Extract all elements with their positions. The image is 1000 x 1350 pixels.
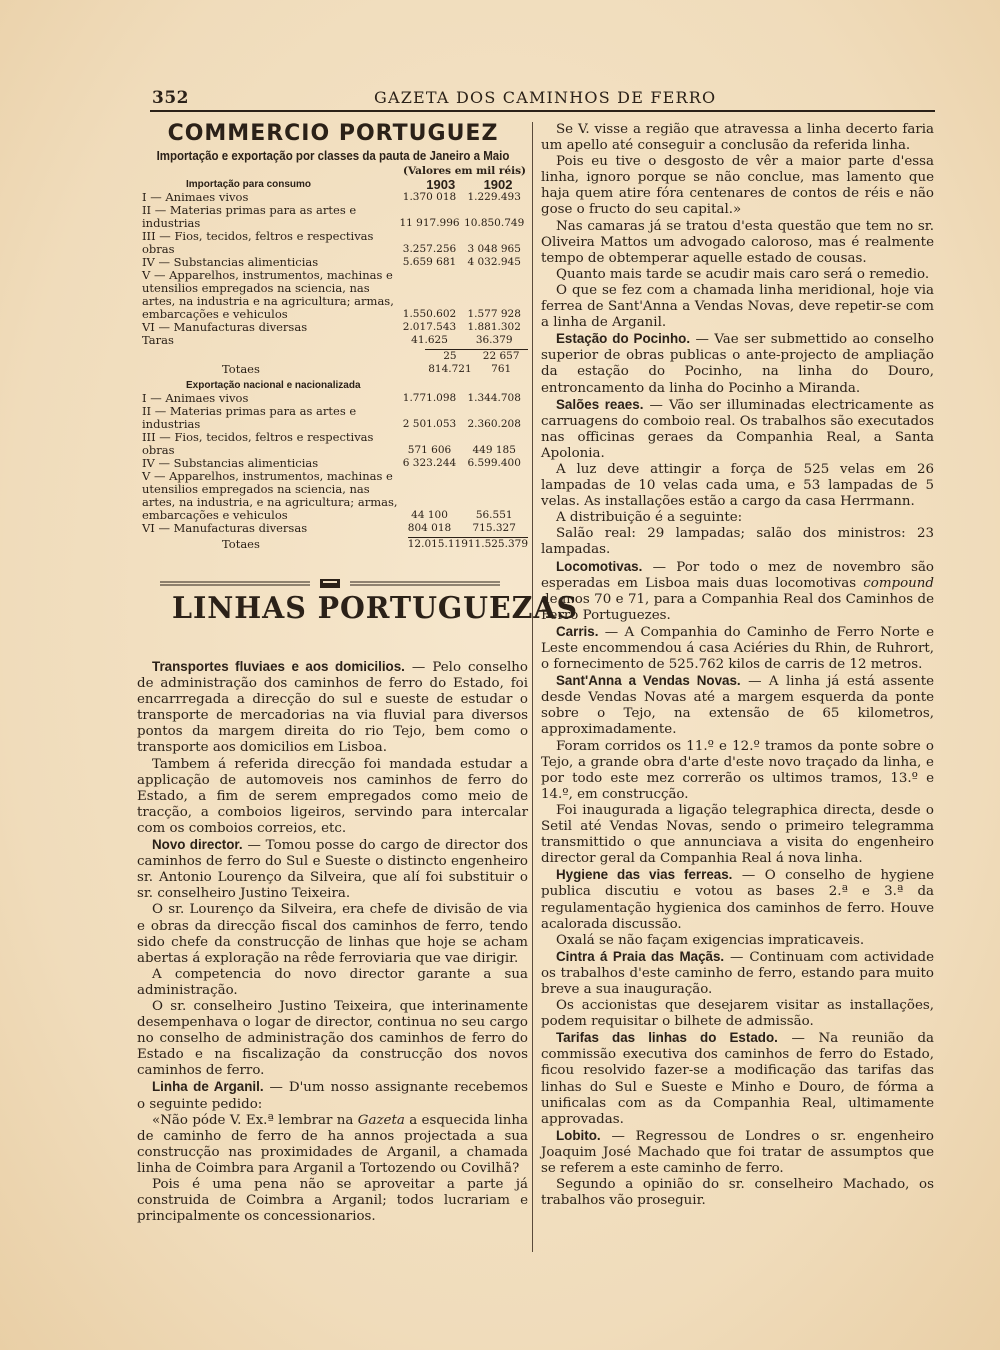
paragraph	[541, 267, 934, 283]
export-rows	[138, 392, 528, 535]
paragraph-text: — Regressou de Londres o sr. engenheiro Joaquim José Machado que foi tratar de assumptos que se referem a este caminho de ferro.	[541, 1128, 934, 1176]
row-value-1902: 3 048 965	[467, 243, 521, 255]
row-value-1903: 3.257.256	[402, 243, 457, 255]
linhas-title: LINHAS PORTUGUEZAS	[172, 591, 578, 626]
paragraph-text: a esquecida linha de caminho de ferro de ha annos projectada a sua construcção nas proximidades de Arganil, a chamada linha de Coimbra para Arganil a Tortozendo ou Covilhã?	[137, 1112, 528, 1176]
row-label: I — Animaes vivos	[142, 391, 249, 405]
paragraph	[541, 998, 934, 1030]
export-total-row	[138, 537, 528, 551]
import-rows	[138, 191, 528, 347]
row-value-1903: 5.659 681	[402, 256, 457, 268]
paragraph-heading: Sant'Anna a Vendas Novas.	[556, 673, 741, 689]
table-row	[138, 334, 528, 347]
import-total-1902: 22 657 761	[474, 349, 528, 376]
table-row	[138, 204, 528, 230]
left-column-text	[137, 659, 528, 1225]
table-row	[138, 405, 528, 431]
paragraph-text: Quanto mais tarde se acudir mais caro será o remedio.	[556, 266, 930, 282]
paragraph	[541, 331, 934, 396]
row-value-1902: 6.599.400	[467, 457, 521, 469]
paragraph	[541, 526, 934, 558]
paragraph-text: Pois é uma pena não se aproveitar a parte já construida de Coimbra a Arganil; todos lucrariam e principalmente os concessionarios.	[137, 1177, 528, 1225]
paragraph-heading: Carris.	[556, 623, 599, 639]
row-value-1902: 449 185	[472, 444, 516, 456]
header-rule	[150, 110, 935, 112]
paragraph	[137, 1113, 528, 1177]
row-value-1902: 1.577 928	[467, 308, 521, 320]
table-row	[138, 230, 528, 256]
paragraph-text: Foram corridos os 11.º e 12.º tramos da ponte sobre o Tejo, a grande obra d'arte d'este novo traçado da linha, e por todo este mez correrão os ultimos tramos, 13.º e 14.º, em construcção.	[541, 738, 934, 802]
export-total-1903: 12.015.119	[407, 538, 468, 550]
row-value-1902: 2.360.208	[467, 418, 521, 430]
section-separator	[160, 578, 500, 590]
table-row	[138, 321, 528, 334]
row-label: VI — Manufacturas diversas	[142, 521, 308, 535]
paragraph-text: Os accionistas que desejarem visitar as installações, podem requisitar o bilhete de admissão.	[541, 998, 934, 1030]
row-label: V — Apparelhos, instrumentos, machinas e utensilios empregados na sciencia, nas artes, na industria e na agricultura; armas, embarcações e vehiculos	[142, 268, 394, 321]
paragraph-text: Foi inaugurada a ligação telegraphica directa, desde o Setil até Vendas Novas, sendo o primeiro telegramma transmittido o que annunciava a visita do engenheiro director geral da Companhia Real á nova linha.	[541, 802, 934, 867]
export-total-1902: 11.525.379	[467, 538, 528, 550]
commercio-section	[138, 118, 528, 551]
paragraph-text: — D'um nosso assignante recebemos o seguinte pedido:	[137, 1080, 528, 1112]
journal-title: GAZETA DOS CAMINHOS DE FERRO	[374, 88, 717, 107]
row-value-1903: 804 018	[407, 522, 452, 534]
paragraph-text: O sr. Lourenço da Silveira, era chefe de divisão de via e obras da direcção fiscal dos caminhos de ferro, tendo sido chefe da construcção de linhas que hoje se acham abertas á exploração na rêde ferroviaria que vae dirigir.	[137, 902, 528, 966]
row-label: Taras	[142, 333, 174, 347]
table-row	[138, 269, 528, 321]
paragraph-heading: Estação do Pocinho.	[556, 331, 691, 347]
trade-table	[138, 178, 528, 551]
row-value-1902: 36.379	[475, 334, 513, 346]
paragraph	[541, 219, 934, 267]
paragraph-heading: Hygiene das vias ferreas.	[556, 867, 733, 883]
paragraph	[541, 624, 934, 673]
valores-note: (Valores em mil réis)	[403, 165, 526, 177]
import-total-row	[138, 349, 528, 376]
paragraph	[541, 933, 934, 949]
row-label: IV — Substancias alimenticias	[142, 456, 319, 470]
row-value-1903: 1.771.098	[402, 392, 457, 404]
row-value-1903: 571 606	[407, 444, 452, 456]
table-row	[138, 431, 528, 457]
paragraph-text: — Por todo o mez de novembro são esperadas em Lisboa mais duas locomotivas	[541, 559, 934, 591]
paragraph	[137, 659, 528, 757]
paragraph-text: — Vão ser illuminadas electricamente as carruagens do comboio real. Os trabalhos são executados nas officinas geraes da Companhia Real, a Santa Apolonia.	[541, 397, 934, 461]
row-value-1902: 1.344.708	[467, 392, 521, 404]
paragraph-text: de n.os 70 e 71, para a Companhia Real dos Caminhos de Ferro Portuguezes.	[541, 591, 934, 623]
paragraph-heading: Salões reaes.	[556, 396, 644, 412]
paragraph-heading: Tarifas das linhas do Estado.	[556, 1030, 778, 1046]
table-row	[138, 522, 528, 535]
right-column-text	[541, 122, 934, 1209]
paragraph-heading: Transportes fluviaes e aos domicilios.	[152, 659, 405, 674]
paragraph-heading: Locomotivas.	[556, 558, 643, 574]
italic-text: compound	[863, 575, 934, 591]
paragraph	[137, 757, 528, 837]
paragraph	[541, 462, 934, 510]
page-number: 352	[152, 88, 189, 108]
table-row	[138, 470, 528, 522]
row-value-1903: 11 917.996	[399, 217, 460, 229]
paragraph-heading: Cintra á Praia das Maçãs.	[556, 948, 725, 964]
paragraph-text: A luz deve attingir a força de 525 velas em 26 lampadas de 10 velas cada uma, e 53 lampadas de 5 velas. As installações estão a cargo da casa Herrmann.	[541, 461, 934, 510]
paragraph	[541, 1030, 934, 1128]
paragraph	[541, 673, 934, 738]
row-label: II — Materias primas para as artes e industrias	[142, 203, 357, 230]
paragraph-text: «Não póde V. Ex.ª lembrar na	[152, 1112, 358, 1128]
paragraph-text: A distribuição é a seguinte:	[556, 510, 743, 526]
row-value-1902: 715.327	[472, 522, 516, 534]
paragraph-text: Se V. visse a região que atravessa a linha decerto faria um apello até conseguir a conclusão da referida linha.	[541, 122, 934, 154]
row-value-1903: 41.625	[411, 334, 448, 346]
paragraph-text: — Vae ser submettido ao conselho superior de obras publicas o ante-projecto de ampliação da estação do Pocinho, na linha do Douro, entroncamento da linha do Pocinho a Miranda.	[541, 332, 934, 396]
row-label: III — Fios, tecidos, feltros e respectivas obras	[142, 430, 374, 457]
paragraph	[137, 999, 528, 1079]
row-label: V — Apparelhos, instrumentos, machinas e utensilios empregados na sciencia, nas artes, na industria, e na agricultura; armas, embarcações e vehiculos	[142, 469, 398, 522]
paragraph	[137, 967, 528, 999]
paragraph-heading: Novo director.	[152, 837, 243, 853]
paragraph	[541, 949, 934, 998]
year-1902: 1902	[483, 177, 513, 192]
paragraph	[541, 154, 934, 218]
paragraph-heading: Lobito.	[556, 1127, 601, 1143]
paragraph-text: Nas camaras já se tratou d'esta questão que tem no sr. Oliveira Mattos um advogado caloroso, mas é realmente tempo de obtemperar aquelle estado de cousas.	[541, 218, 934, 266]
paragraph-text: — Tomou posse do cargo de director dos caminhos de ferro do Sul e Sueste o distincto engenheiro sr. Antonio Lourenço da Silveira, que alí foi substituir o sr. conselheiro Justino Teixeira.	[137, 838, 528, 902]
row-value-1902: 56.551	[475, 509, 513, 521]
row-value-1902: 4 032.945	[467, 256, 521, 268]
row-value-1903: 6 323.244	[402, 457, 457, 469]
paragraph-text: Salão real: 29 lampadas; salão dos ministros: 23 lampadas.	[541, 526, 934, 558]
row-label: I — Animaes vivos	[142, 190, 249, 204]
paragraph	[541, 803, 934, 867]
import-total-1903: 25 814.721	[425, 349, 474, 376]
paragraph-heading: Linha de Arganil.	[152, 1079, 264, 1095]
paragraph	[137, 1079, 528, 1112]
column-divider	[532, 122, 533, 1252]
paragraph	[541, 1128, 934, 1177]
commercio-title: COMMERCIO PORTUGUEZ	[167, 121, 499, 146]
row-label: III — Fios, tecidos, feltros e respectivas obras	[142, 229, 374, 256]
paragraph	[541, 1177, 934, 1209]
export-heading: Exportação nacional e nacionalizada	[186, 380, 361, 391]
paragraph-text: Tambem á referida direcção foi mandada estudar a applicação de automoveis nos caminhos de ferro do Estado, a fim de serem empregados como meio de tracção, a comboios ligeiros, servindo para intercalar com os comboios correios, etc.	[137, 756, 528, 836]
import-heading: Importação para consumo	[186, 179, 312, 190]
paragraph-text: O sr. conselheiro Justino Teixeira, que interinamente desempenhava o logar de director, continua no seu cargo no conselho de administração dos caminhos de ferro do Estado e na fiscalização da construcção dos novos caminhos de ferro.	[137, 998, 528, 1079]
row-value-1903: 44 100	[411, 509, 448, 521]
paragraph-text: — A Companhia do Caminho de Ferro Norte e Leste encommendou á casa Aciéries du Rhin, de Ruhrort, o fornecimento de 525.762 kilos de carris de 12 metros.	[541, 624, 934, 673]
paragraph	[137, 837, 528, 902]
paragraph-text: Oxalá se não façam exigencias impraticaveis.	[556, 932, 865, 948]
paragraph	[137, 902, 528, 966]
paragraph-text: O que se fez com a chamada linha meridional, hoje via ferrea de Sant'Anna a Vendas Novas, deve repetir-se com a linha de Arganil.	[541, 282, 934, 331]
row-value-1903: 1.550.602	[402, 308, 457, 320]
paragraph	[541, 283, 934, 331]
paragraph-text: — O conselho de hygiene publica discutiu e votou as bases 2.ª e 3.ª da regulamentação hygienica dos caminhos de ferro. Houve acalorada discussão.	[541, 868, 935, 932]
row-label: IV — Substancias alimenticias	[142, 255, 319, 269]
commercio-subtitle: Importação e exportação por classes da pauta de Janeiro a Maio	[156, 149, 510, 163]
paragraph	[541, 397, 934, 462]
row-label: VI — Manufacturas diversas	[142, 320, 308, 334]
paragraph-text: Segundo a opinião do sr. conselheiro Machado, os trabalhos vão proseguir.	[541, 1177, 934, 1209]
paragraph-text: — A linha já está assente desde Vendas Novas até a margem esquerda da ponte sobre o Tejo, na extensão de 65 kilometros, approximadamente.	[541, 674, 934, 738]
paragraph	[541, 867, 934, 932]
paragraph-text: — Na reunião da commissão executiva dos caminhos de ferro do Estado, ficou resolvido fazer-se a modificação das tarifas das linhas do Sul e Sueste e Minho e Douro, de fórma a unificalas com as da Companhia Real, ultimamente approvadas.	[541, 1031, 934, 1127]
paragraph-text: Pois eu tive o desgosto de vêr a maior parte d'essa linha, ignoro porque se não conclue, mas lamento que haja quem atire fóra centenares de contos de réis e não gose o fructo do seu capital.»	[541, 154, 934, 218]
italic-text: Gazeta	[357, 1112, 405, 1128]
paragraph	[541, 122, 934, 154]
paragraph	[541, 559, 934, 624]
export-total-label: Totaes	[222, 537, 260, 551]
paragraph	[541, 739, 934, 803]
row-value-1903: 1.370 018	[402, 191, 457, 203]
row-value-1902: 1.881.302	[467, 321, 521, 333]
paragraph	[137, 1177, 528, 1225]
row-value-1903: 2.017.543	[402, 321, 457, 333]
row-value-1902: 10.850.749	[464, 217, 525, 229]
paragraph	[541, 510, 934, 526]
row-value-1903: 2 501.053	[402, 418, 457, 430]
paragraph-text: A competencia do novo director garante a sua administração.	[137, 966, 528, 998]
import-total-label: Totaes	[222, 362, 260, 376]
year-1903: 1903	[426, 177, 456, 192]
row-value-1902: 1.229.493	[467, 191, 521, 203]
row-label: II — Materias primas para as artes e industrias	[142, 404, 357, 431]
paragraph-text: — Pelo conselho de administração dos caminhos de ferro do Estado, foi encarrregada a direcção do sul e sueste de estudar o transporte de mercadorias na via fluvial para diversos pontos da margem direita do rio Tejo, bem como o transporte aos domicilios em Lisboa.	[137, 660, 528, 756]
paragraph-text: — Continuam com actividade os trabalhos d'este caminho de ferro, estando para muito breve a sua inauguração.	[541, 949, 935, 997]
